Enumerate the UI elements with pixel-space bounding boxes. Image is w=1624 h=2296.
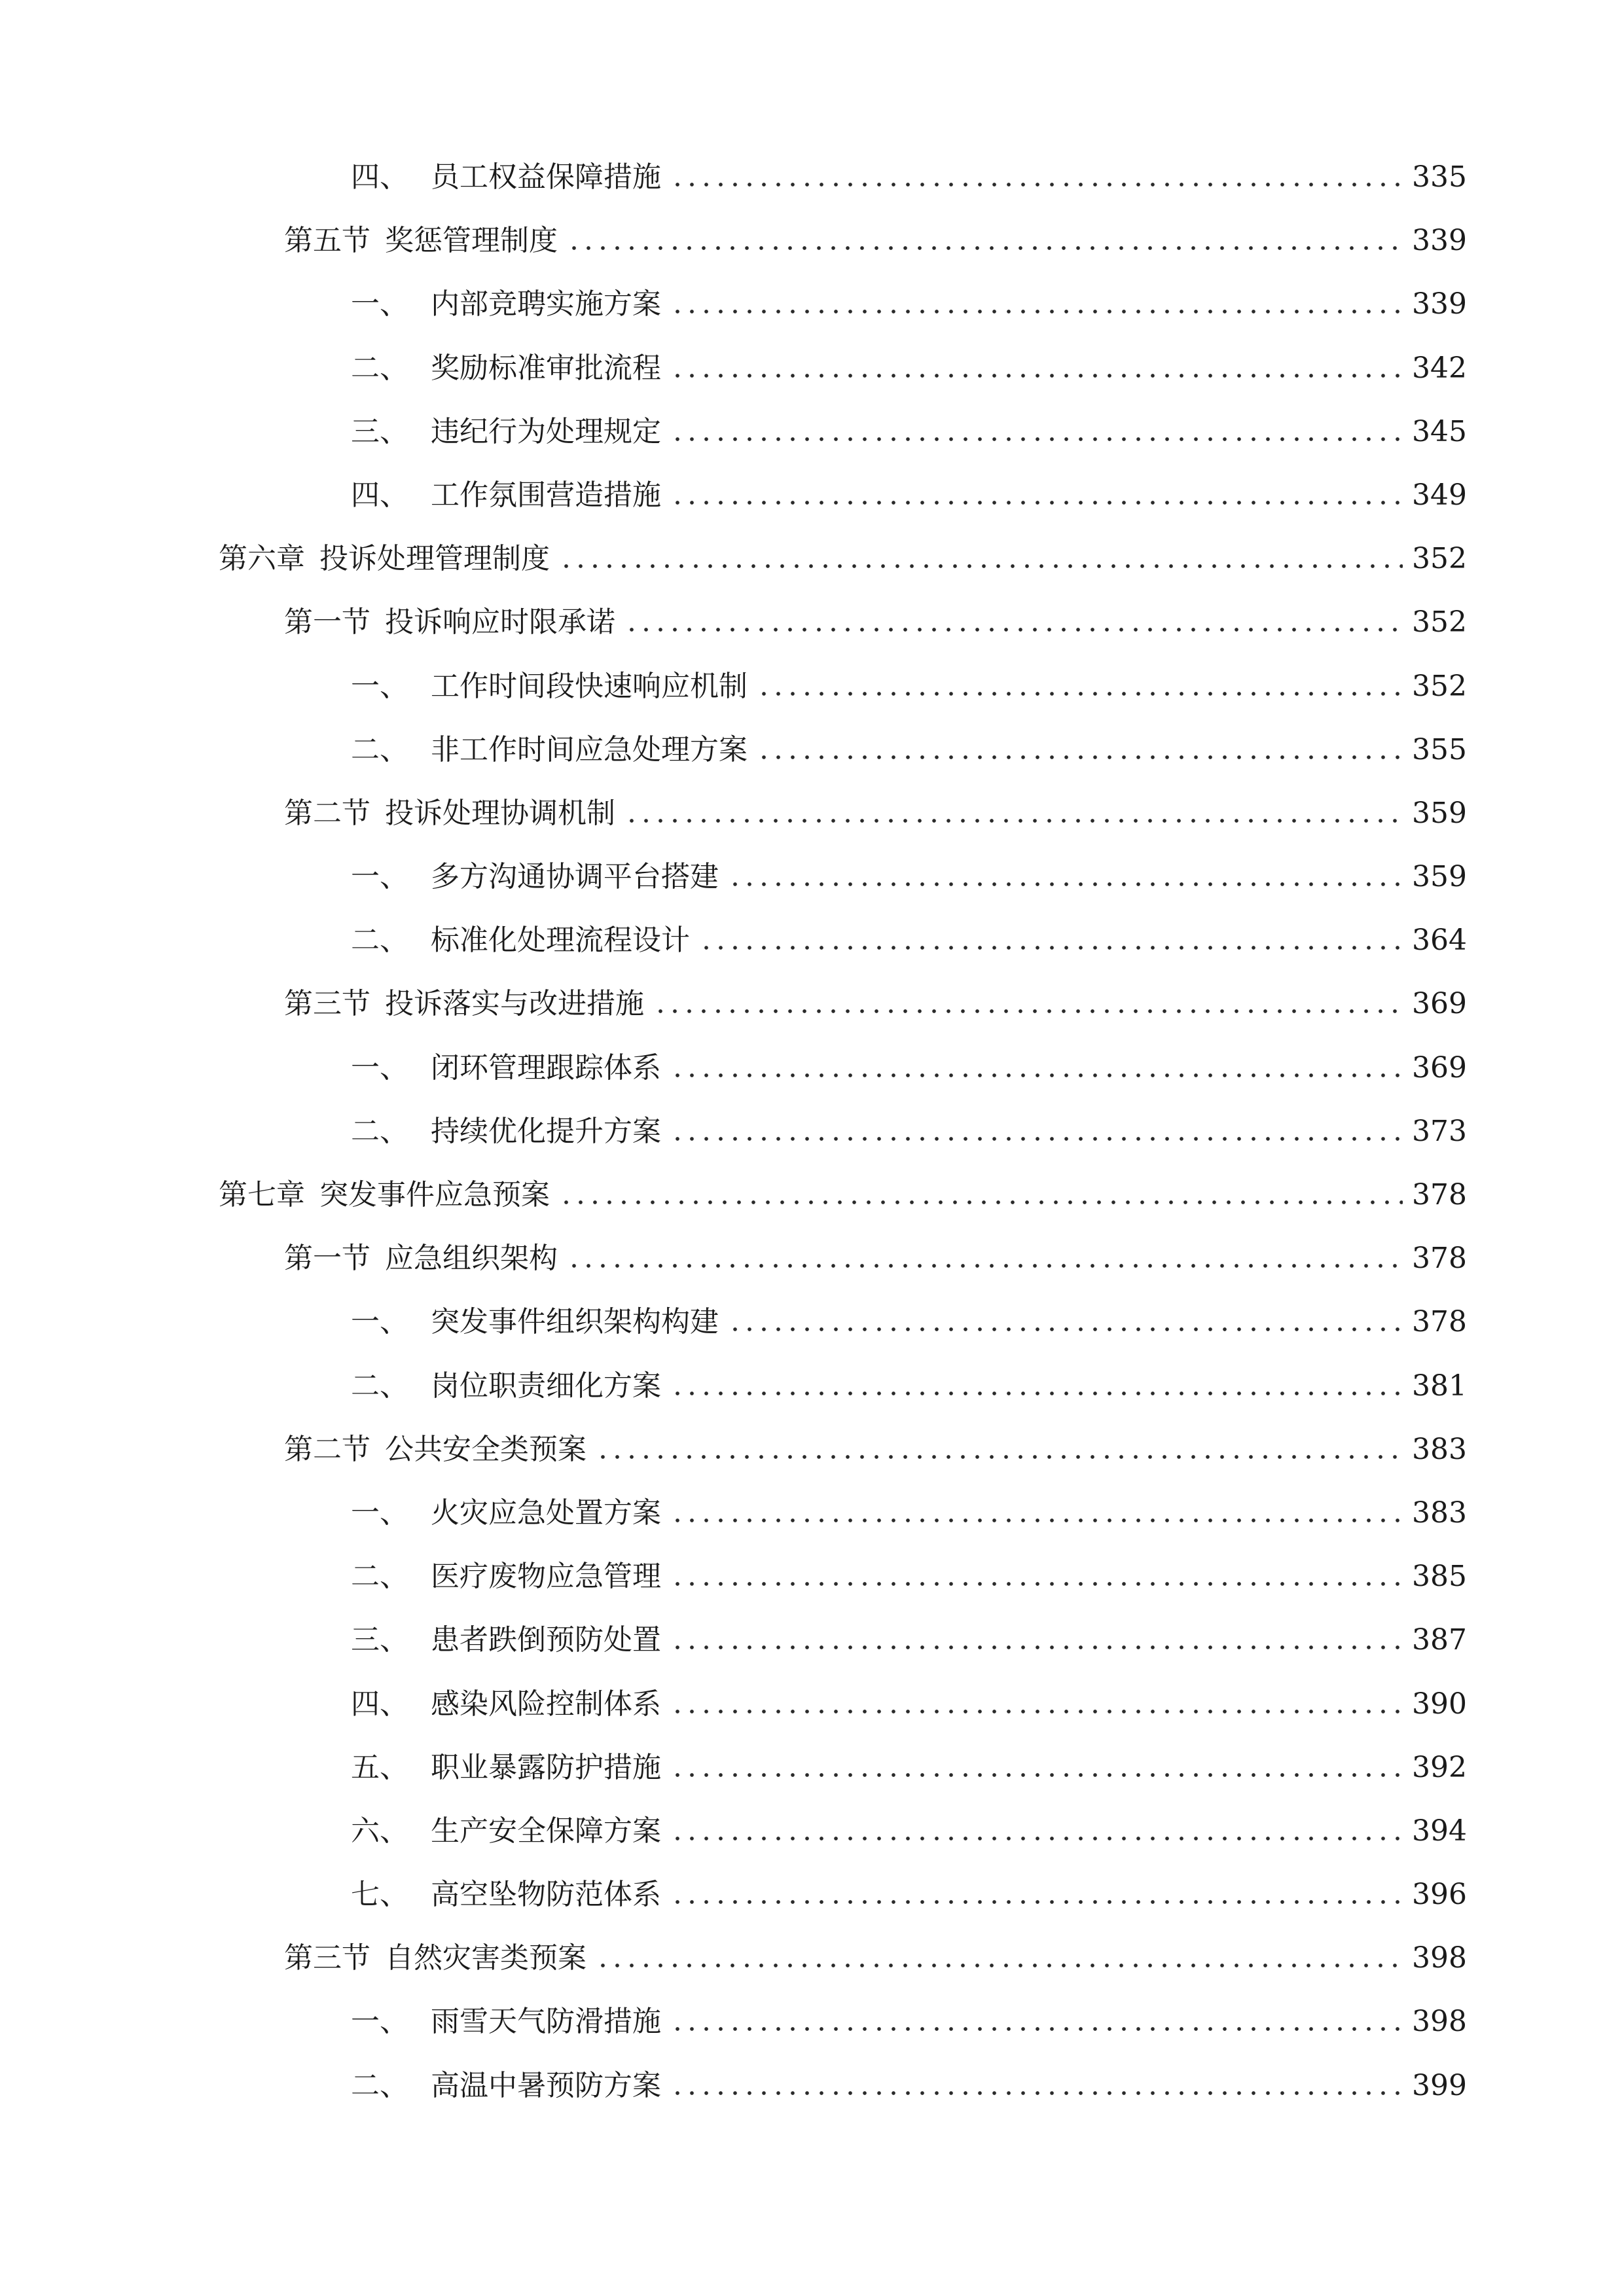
toc-entry-number: 第一节 (284, 1242, 370, 1276)
toc-entry-number: 一、 (351, 1305, 408, 1339)
toc-entry[interactable] (0, 2058, 1624, 2121)
toc-entry-title: 突发事件组织架构构建 (431, 1305, 719, 1339)
toc-entry-page-number: 383 (1412, 1496, 1467, 1530)
toc-entry-page-number: 383 (1412, 1432, 1467, 1466)
toc-entry-page-number: 378 (1412, 1305, 1467, 1339)
toc-entry-title: 标准化处理流程设计 (431, 924, 690, 958)
toc-entry[interactable] (0, 912, 1624, 976)
toc-entry-page-number: 352 (1412, 605, 1467, 639)
toc-dot-leader (670, 182, 1403, 187)
toc-dot-leader (670, 1836, 1403, 1841)
toc-entry-number: 一、 (351, 860, 408, 894)
toc-entry-number: 四、 (351, 1687, 408, 1721)
toc-entry-number: 第二节 (284, 1432, 370, 1466)
toc-entry-page-number: 359 (1412, 796, 1467, 830)
toc-entry-line (351, 2064, 1467, 2108)
toc-entry-number: 一、 (351, 1050, 408, 1085)
toc-entry-number: 五、 (351, 1750, 408, 1784)
toc-entry-title: 职业暴露防护措施 (431, 1750, 661, 1784)
toc-entry-page-number: 381 (1412, 1369, 1467, 1403)
toc-entry-line (284, 1937, 1467, 1980)
toc-entry-page-number: 352 (1412, 669, 1467, 703)
toc-entry-line (351, 1746, 1467, 1789)
toc-entry-title: 持续优化提升方案 (431, 1114, 661, 1148)
toc-entry-title: 非工作时间应急处理方案 (431, 732, 748, 766)
toc-entry-title: 投诉处理协调机制 (385, 796, 615, 830)
toc-entry-page-number: 373 (1412, 1114, 1467, 1148)
toc-dot-leader (624, 818, 1403, 823)
toc-entry-number: 二、 (351, 732, 408, 766)
toc-entry-line (351, 1810, 1467, 1853)
toc-entry-page-number: 342 (1412, 351, 1467, 385)
toc-entry-title: 投诉响应时限承诺 (385, 605, 615, 639)
toc-entry[interactable] (0, 1422, 1624, 1485)
toc-entry-title: 火灾应急处置方案 (431, 1496, 661, 1530)
toc-entry-line (351, 1683, 1467, 1726)
toc-dot-leader (670, 309, 1403, 314)
toc-entry-page-number: 399 (1412, 2068, 1467, 2102)
toc-entry[interactable] (0, 276, 1624, 340)
toc-dot-leader (757, 691, 1403, 696)
toc-entry-number: 四、 (351, 160, 408, 194)
toc-entry-title: 患者跌倒预防处置 (431, 1623, 661, 1657)
toc-dot-leader (670, 1136, 1403, 1141)
toc-entry[interactable] (0, 658, 1624, 722)
toc-entry-title: 投诉落实与改进措施 (385, 987, 644, 1021)
toc-dot-leader (559, 564, 1403, 569)
toc-entry-number: 二、 (351, 1114, 408, 1148)
toc-entry-title: 应急组织架构 (385, 1242, 558, 1276)
toc-entry[interactable] (0, 976, 1624, 1039)
toc-entry-title: 投诉处理管理制度 (319, 542, 550, 576)
toc-entry[interactable] (0, 1994, 1624, 2057)
toc-entry-page-number: 369 (1412, 1050, 1467, 1085)
toc-entry-number: 二、 (351, 351, 408, 385)
toc-entry-title: 工作氛围营造措施 (431, 478, 661, 512)
toc-dot-leader (559, 1200, 1403, 1205)
toc-entry[interactable] (0, 531, 1624, 594)
toc-entry[interactable] (0, 1612, 1624, 1676)
toc-entry-page-number: 385 (1412, 1560, 1467, 1594)
toc-entry-line (351, 1873, 1467, 1916)
toc-dot-leader (670, 1772, 1403, 1778)
toc-entry-number: 四、 (351, 478, 408, 512)
toc-entry[interactable] (0, 1740, 1624, 1803)
toc-dot-leader (670, 1899, 1403, 1905)
toc-entry-line (351, 156, 1467, 199)
toc-dot-leader (670, 1709, 1403, 1714)
toc-entry-page-number: 349 (1412, 478, 1467, 512)
toc-entry[interactable] (0, 1867, 1624, 1930)
toc-dot-leader (670, 1073, 1403, 1078)
toc-entry-line (351, 2000, 1467, 2043)
toc-entry-number: 二、 (351, 1560, 408, 1594)
toc-entry-line (351, 728, 1467, 772)
toc-entry-number: 一、 (351, 1496, 408, 1530)
toc-entry-line (219, 1174, 1467, 1217)
toc-dot-leader (596, 1963, 1403, 1968)
toc-entry-title: 高空坠物防范体系 (431, 1878, 661, 1912)
toc-entry[interactable] (0, 1676, 1624, 1740)
toc-entry-number: 第七章 (219, 1178, 305, 1211)
toc-entry-number: 二、 (351, 1369, 408, 1403)
toc-entry-number: 一、 (351, 2005, 408, 2039)
toc-entry-title: 医疗废物应急管理 (431, 1560, 661, 1594)
toc-entry-line (351, 347, 1467, 390)
toc-entry[interactable] (0, 1103, 1624, 1167)
toc-entry[interactable] (0, 1930, 1624, 1994)
toc-dot-leader (670, 1391, 1403, 1396)
toc-entry-page-number: 355 (1412, 732, 1467, 766)
toc-entry-title: 奖惩管理制度 (385, 224, 558, 258)
toc-entry-title: 员工权益保障措施 (431, 160, 661, 194)
toc-entry[interactable] (0, 849, 1624, 912)
toc-entry-line (284, 219, 1467, 262)
toc-entry[interactable] (0, 785, 1624, 849)
toc-entry-line (351, 855, 1467, 899)
toc-entry-page-number: 387 (1412, 1623, 1467, 1657)
toc-dot-leader (653, 1009, 1403, 1014)
toc-entry[interactable] (0, 594, 1624, 658)
toc-entry-title: 违纪行为处理规定 (431, 414, 661, 448)
toc-entry-title: 内部竞聘实施方案 (431, 287, 661, 321)
toc-entry[interactable] (0, 1040, 1624, 1103)
toc-entry-page-number: 345 (1412, 414, 1467, 448)
toc-entry-page-number: 364 (1412, 924, 1467, 958)
toc-entry-number: 一、 (351, 669, 408, 703)
toc-entry-line (351, 665, 1467, 708)
toc-entry-line (351, 1555, 1467, 1598)
toc-entry-number: 七、 (351, 1878, 408, 1912)
toc-entry[interactable] (0, 467, 1624, 531)
toc-dot-leader (670, 2090, 1403, 2096)
toc-entry-number: 第二节 (284, 796, 370, 830)
toc-dot-leader (624, 627, 1403, 632)
toc-entry-title: 奖励标准审批流程 (431, 351, 661, 385)
toc-dot-leader (670, 1645, 1403, 1650)
toc-entry-page-number: 339 (1412, 287, 1467, 321)
toc-dot-leader (757, 755, 1403, 760)
toc-entry-line (284, 1428, 1467, 1471)
toc-entry-line (284, 1237, 1467, 1280)
toc-entry-page-number: 378 (1412, 1178, 1467, 1211)
toc-entry-line (284, 982, 1467, 1026)
toc-entry-number: 一、 (351, 287, 408, 321)
toc-dot-leader (670, 1581, 1403, 1587)
toc-entry-line (351, 410, 1467, 454)
toc-entry-line (284, 792, 1467, 835)
toc-entry[interactable] (0, 149, 1624, 213)
toc-entry-page-number: 352 (1412, 542, 1467, 576)
toc-entry[interactable] (0, 340, 1624, 404)
toc-entry-title: 闭环管理跟踪体系 (431, 1050, 661, 1085)
toc-entry-number: 三、 (351, 1623, 408, 1657)
toc-dot-leader (728, 1327, 1403, 1332)
toc-entry-title: 岗位职责细化方案 (431, 1369, 661, 1403)
toc-dot-leader (670, 2026, 1403, 2032)
toc-entry-title: 工作时间段快速响应机制 (431, 669, 748, 703)
toc-entry-title: 高温中暑预防方案 (431, 2068, 661, 2102)
toc-entry-title: 雨雪天气防滑措施 (431, 2005, 661, 2039)
toc-entry[interactable] (0, 1230, 1624, 1294)
toc-dot-leader (670, 373, 1403, 378)
toc-entry-number: 六、 (351, 1814, 408, 1848)
toc-entry-page-number: 378 (1412, 1242, 1467, 1276)
toc-entry-number: 第三节 (284, 1941, 370, 1975)
table-of-contents (0, 149, 1624, 2121)
toc-entry-line (351, 474, 1467, 517)
toc-entry[interactable] (0, 1803, 1624, 1867)
toc-entry-line (351, 1300, 1467, 1344)
toc-entry-line (284, 601, 1467, 644)
toc-entry[interactable] (0, 1358, 1624, 1422)
toc-entry[interactable] (0, 213, 1624, 276)
toc-entry-line (351, 1110, 1467, 1153)
toc-dot-leader (670, 1518, 1403, 1523)
toc-entry-page-number: 394 (1412, 1814, 1467, 1848)
toc-entry-page-number: 392 (1412, 1750, 1467, 1784)
toc-entry-number: 第一节 (284, 605, 370, 639)
toc-entry-page-number: 369 (1412, 987, 1467, 1021)
toc-dot-leader (596, 1454, 1403, 1460)
toc-entry-number: 二、 (351, 2068, 408, 2102)
toc-entry[interactable] (0, 404, 1624, 467)
toc-entry-line (351, 1047, 1467, 1090)
toc-entry-number: 三、 (351, 414, 408, 448)
toc-dot-leader (699, 945, 1403, 950)
toc-dot-leader (670, 500, 1403, 505)
toc-entry-page-number: 396 (1412, 1878, 1467, 1912)
toc-entry-number: 二、 (351, 924, 408, 958)
toc-entry-page-number: 335 (1412, 160, 1467, 194)
toc-entry-page-number: 398 (1412, 1941, 1467, 1975)
toc-dot-leader (567, 1263, 1403, 1268)
toc-entry-page-number: 339 (1412, 224, 1467, 258)
toc-entry-page-number: 398 (1412, 2005, 1467, 2039)
toc-entry[interactable] (0, 1167, 1624, 1230)
toc-entry-line (351, 283, 1467, 326)
toc-entry-number: 第五节 (284, 224, 370, 258)
toc-entry-title: 公共安全类预案 (385, 1432, 586, 1466)
toc-entry-line (351, 1619, 1467, 1662)
toc-dot-leader (728, 882, 1403, 887)
toc-entry[interactable] (0, 722, 1624, 785)
toc-entry-line (351, 1365, 1467, 1408)
toc-entry[interactable] (0, 1485, 1624, 1549)
toc-entry-title: 多方沟通协调平台搭建 (431, 860, 719, 894)
toc-entry-title: 感染风险控制体系 (431, 1687, 661, 1721)
toc-entry-line (351, 1492, 1467, 1535)
toc-entry-title: 突发事件应急预案 (319, 1178, 550, 1211)
toc-entry[interactable] (0, 1549, 1624, 1612)
toc-entry-number: 第三节 (284, 987, 370, 1021)
toc-dot-leader (670, 437, 1403, 442)
toc-entry-page-number: 390 (1412, 1687, 1467, 1721)
toc-entry-title: 生产安全保障方案 (431, 1814, 661, 1848)
toc-entry-title: 自然灾害类预案 (385, 1941, 586, 1975)
toc-dot-leader (567, 245, 1403, 251)
toc-entry-line (219, 537, 1467, 581)
toc-entry-number: 第六章 (219, 542, 305, 576)
toc-entry[interactable] (0, 1294, 1624, 1357)
toc-entry-line (351, 919, 1467, 962)
toc-entry-page-number: 359 (1412, 860, 1467, 894)
